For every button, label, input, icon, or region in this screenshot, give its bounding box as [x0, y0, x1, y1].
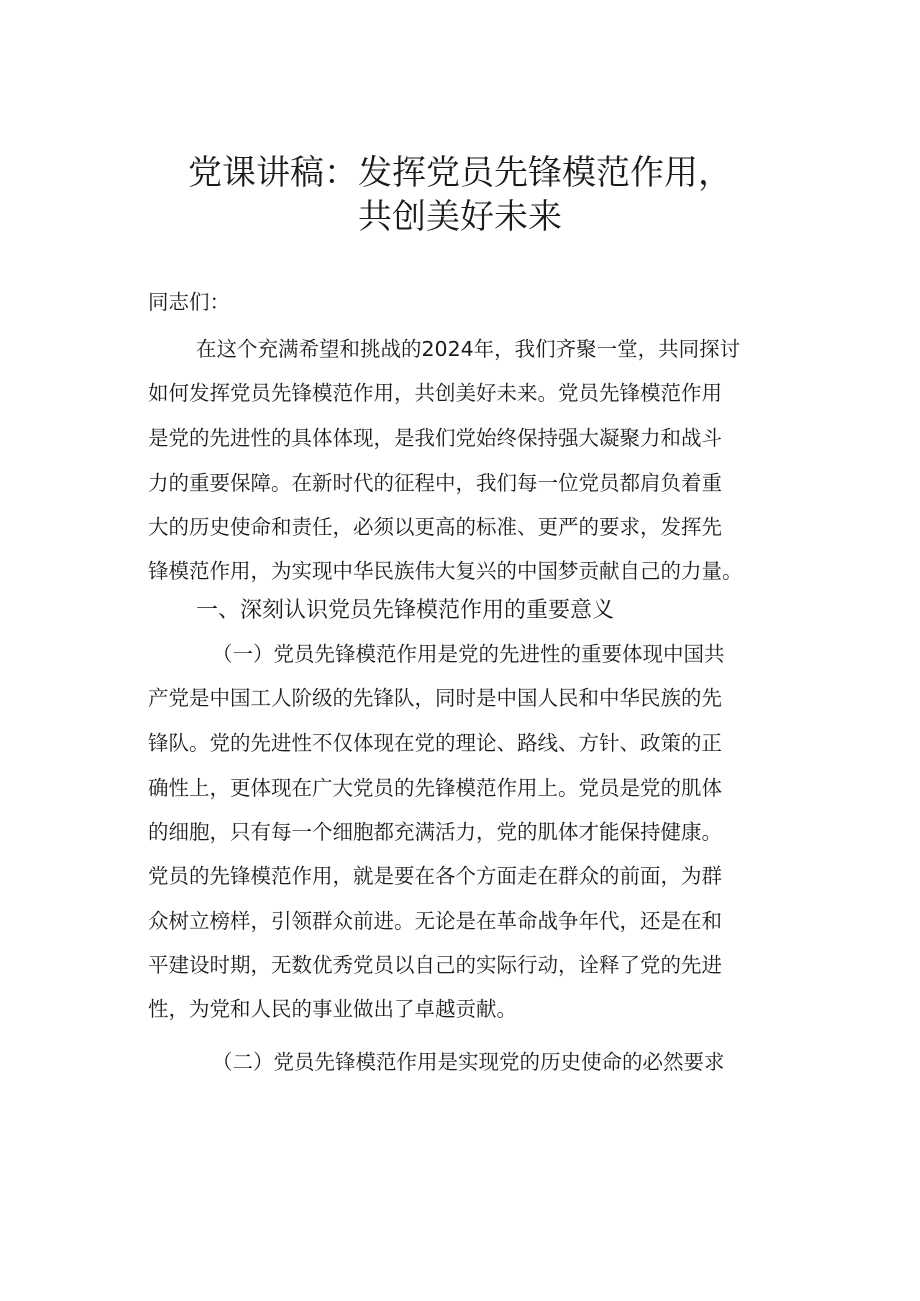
- document-title-line-2: 共创美好未来: [358, 197, 562, 237]
- sub1-line-9: 性，为党和人民的事业做出了卓越贡献。: [148, 997, 517, 1021]
- intro-line-3: 是党的先进性的具体体现，是我们党始终保持强大凝聚力和战斗: [148, 426, 722, 450]
- sub1-line-1: （一）党员先锋模范作用是党的先进性的重要体现中国共: [212, 642, 725, 666]
- document-title-line-1: 党课讲稿：发挥党员先锋模范作用，: [188, 153, 732, 193]
- sub1-line-4: 确性上，更体现在广大党员的先锋模范作用上。党员是党的肌体: [148, 776, 722, 800]
- intro-line-5: 大的历史使命和责任，必须以更高的标准、更严的要求，发挥先: [148, 515, 722, 539]
- intro-line-2: 如何发挥党员先锋模范作用，共创美好未来。党员先锋模范作用: [148, 381, 722, 405]
- sub1-line-6: 党员的先锋模范作用，就是要在各个方面走在群众的前面，为群: [148, 864, 722, 888]
- section-1-heading: 一、深刻认识党员先锋模范作用的重要意义: [196, 598, 615, 623]
- sub2-heading: （二）党员先锋模范作用是实现党的历史使命的必然要求: [212, 1050, 725, 1074]
- intro-line-4: 力的重要保障。在新时代的征程中，我们每一位党员都肩负着重: [148, 471, 722, 495]
- intro-line-6: 锋模范作用，为实现中华民族伟大复兴的中国梦贡献自己的力量。: [148, 559, 743, 583]
- intro-line-1: 在这个充满希望和挑战的2024年，我们齐聚一堂，共同探讨: [196, 337, 741, 361]
- sub1-line-3: 锋队。党的先进性不仅体现在党的理论、路线、方针、政策的正: [148, 731, 722, 755]
- sub1-line-2: 产党是中国工人阶级的先锋队，同时是中国人民和中华民族的先: [148, 686, 722, 710]
- sub1-line-5: 的细胞，只有每一个细胞都充满活力，党的肌体才能保持健康。: [148, 820, 722, 844]
- sub1-line-8: 平建设时期，无数优秀党员以自己的实际行动，诠释了党的先进: [148, 953, 722, 977]
- sub1-line-7: 众树立榜样，引领群众前进。无论是在革命战争年代，还是在和: [148, 909, 722, 933]
- salutation: 同志们：: [148, 290, 230, 314]
